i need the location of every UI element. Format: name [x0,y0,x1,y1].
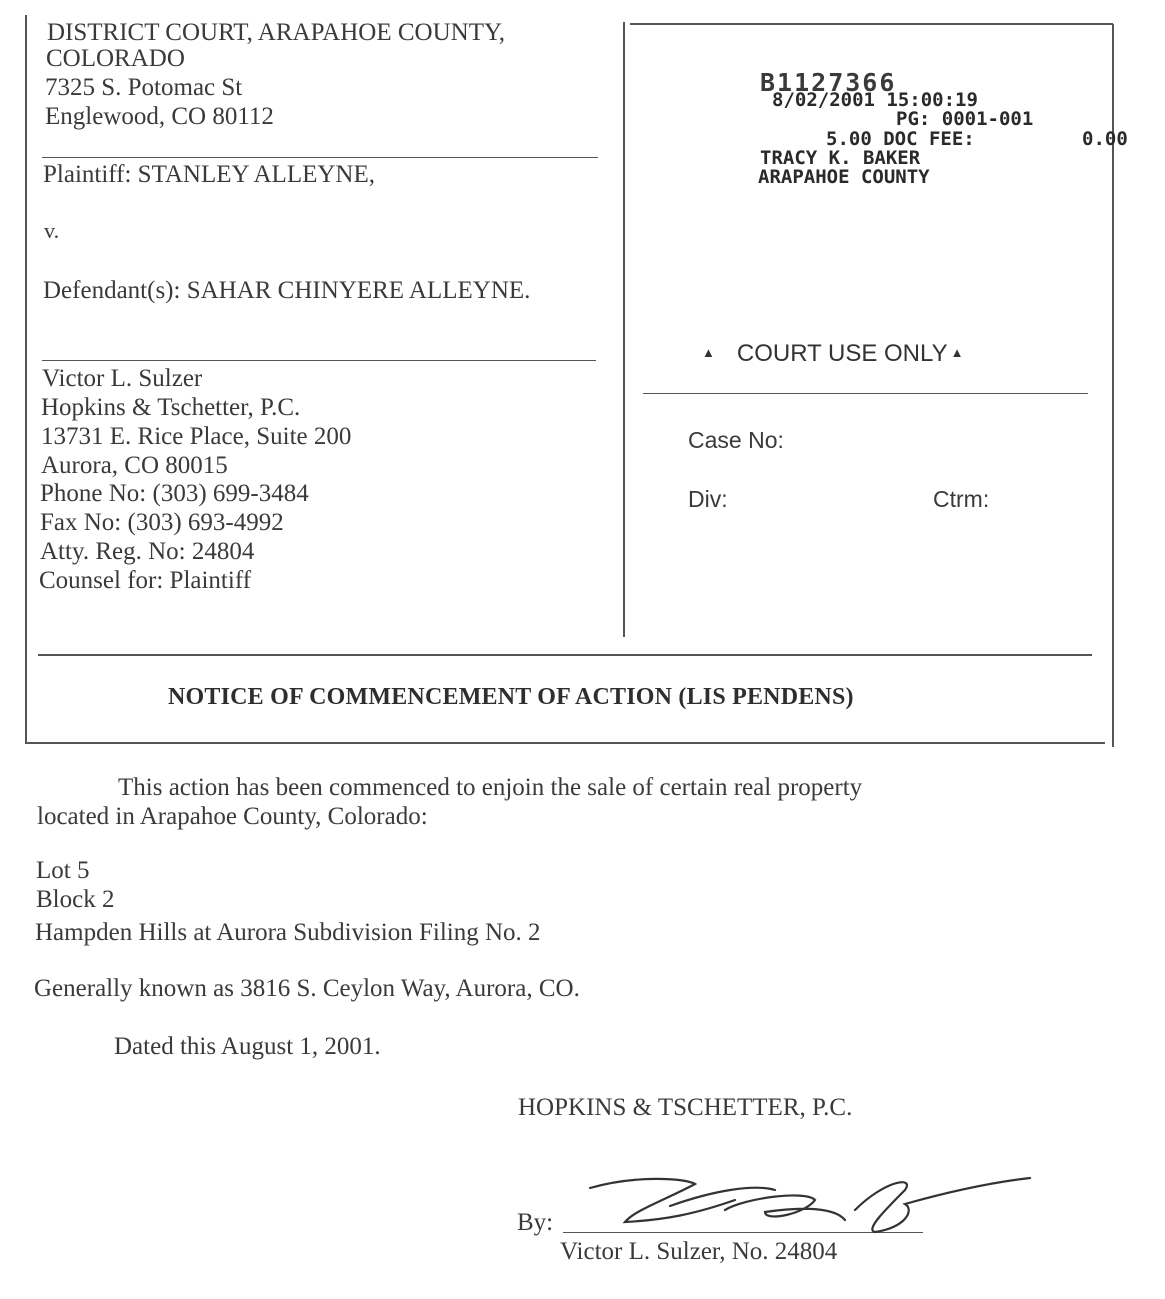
attorney-phone: Phone No: (303) 699-3484 [40,480,309,507]
plaintiff-line: Plaintiff: STANLEY ALLEYNE, [43,161,375,188]
court-name-line2: COLORADO [46,45,185,72]
reception-number: B1127366 [760,68,897,97]
attorney-street: 13731 E. Rice Place, Suite 200 [41,423,352,450]
triangle-up-icon: ▲ [702,345,715,360]
attorney-firm: Hopkins & Tschetter, P.C. [41,394,301,421]
attorney-city: Aurora, CO 80015 [41,452,228,479]
frame-top-border [630,23,1113,25]
ctrm-label: Ctrm: [933,486,990,512]
intro-line2: located in Arapahoe County, Colorado: [37,803,428,830]
legal-subdivision: Hampden Hills at Aurora Subdivision Filing No. 2 [35,919,541,946]
signature-firm: HOPKINS & TSCHETTER, P.C. [518,1094,853,1121]
frame-center-divider [623,22,625,637]
doc-fee-value: 0.00 [1082,128,1128,150]
court-name-line1: DISTRICT COURT, ARAPAHOE COUNTY, [47,19,506,46]
defendant-line: Defendant(s): SAHAR CHINYERE ALLEYNE. [43,277,531,304]
frame-bottom-border [25,742,1105,744]
court-use-label-row [702,340,963,368]
dated-line: Dated this August 1, 2001. [114,1033,381,1060]
attorney-reg-no: Atty. Reg. No: 24804 [40,538,255,565]
case-no-label: Case No: [688,427,784,453]
frame-left-border [25,15,27,742]
div-label: Div: [688,486,728,512]
parties-rule [42,360,596,361]
known-as: Generally known as 3816 S. Ceylon Way, Aurora, CO. [34,975,580,1002]
court-rule [42,157,598,158]
recording-datetime: 8/02/2001 15:00:19 [772,89,978,111]
legal-block: Block 2 [36,886,115,913]
attorney-fax: Fax No: (303) 693-4992 [40,509,284,536]
court-use-rule [643,393,1088,394]
attorney-name: Victor L. Sulzer [42,365,203,392]
court-address-line1: 7325 S. Potomac St [45,74,243,101]
court-address-line2: Englewood, CO 80112 [45,103,274,130]
caption-bottom-rule [38,654,1092,656]
document-title: NOTICE OF COMMENCEMENT OF ACTION (LIS PENDENS) [168,684,854,710]
court-use-label: COURT USE ONLY [736,340,948,367]
clerk-name: TRACY K. BAKER [760,147,921,169]
versus-line: v. [44,218,60,243]
recording-page: PG: 0001-001 [896,108,1034,130]
intro-line1: This action has been commenced to enjoin the sale of certain real property [118,774,863,801]
legal-lot: Lot 5 [36,857,90,884]
by-label: By: [517,1209,554,1236]
attorney-counsel-for: Counsel for: Plaintiff [39,567,252,594]
recording-county: ARAPAHOE COUNTY [758,166,930,188]
triangle-up-icon: ▲ [950,345,964,360]
recording-fee: 5.00 DOC FEE: [826,128,975,150]
signer-name: Victor L. Sulzer, No. 24804 [560,1238,838,1265]
